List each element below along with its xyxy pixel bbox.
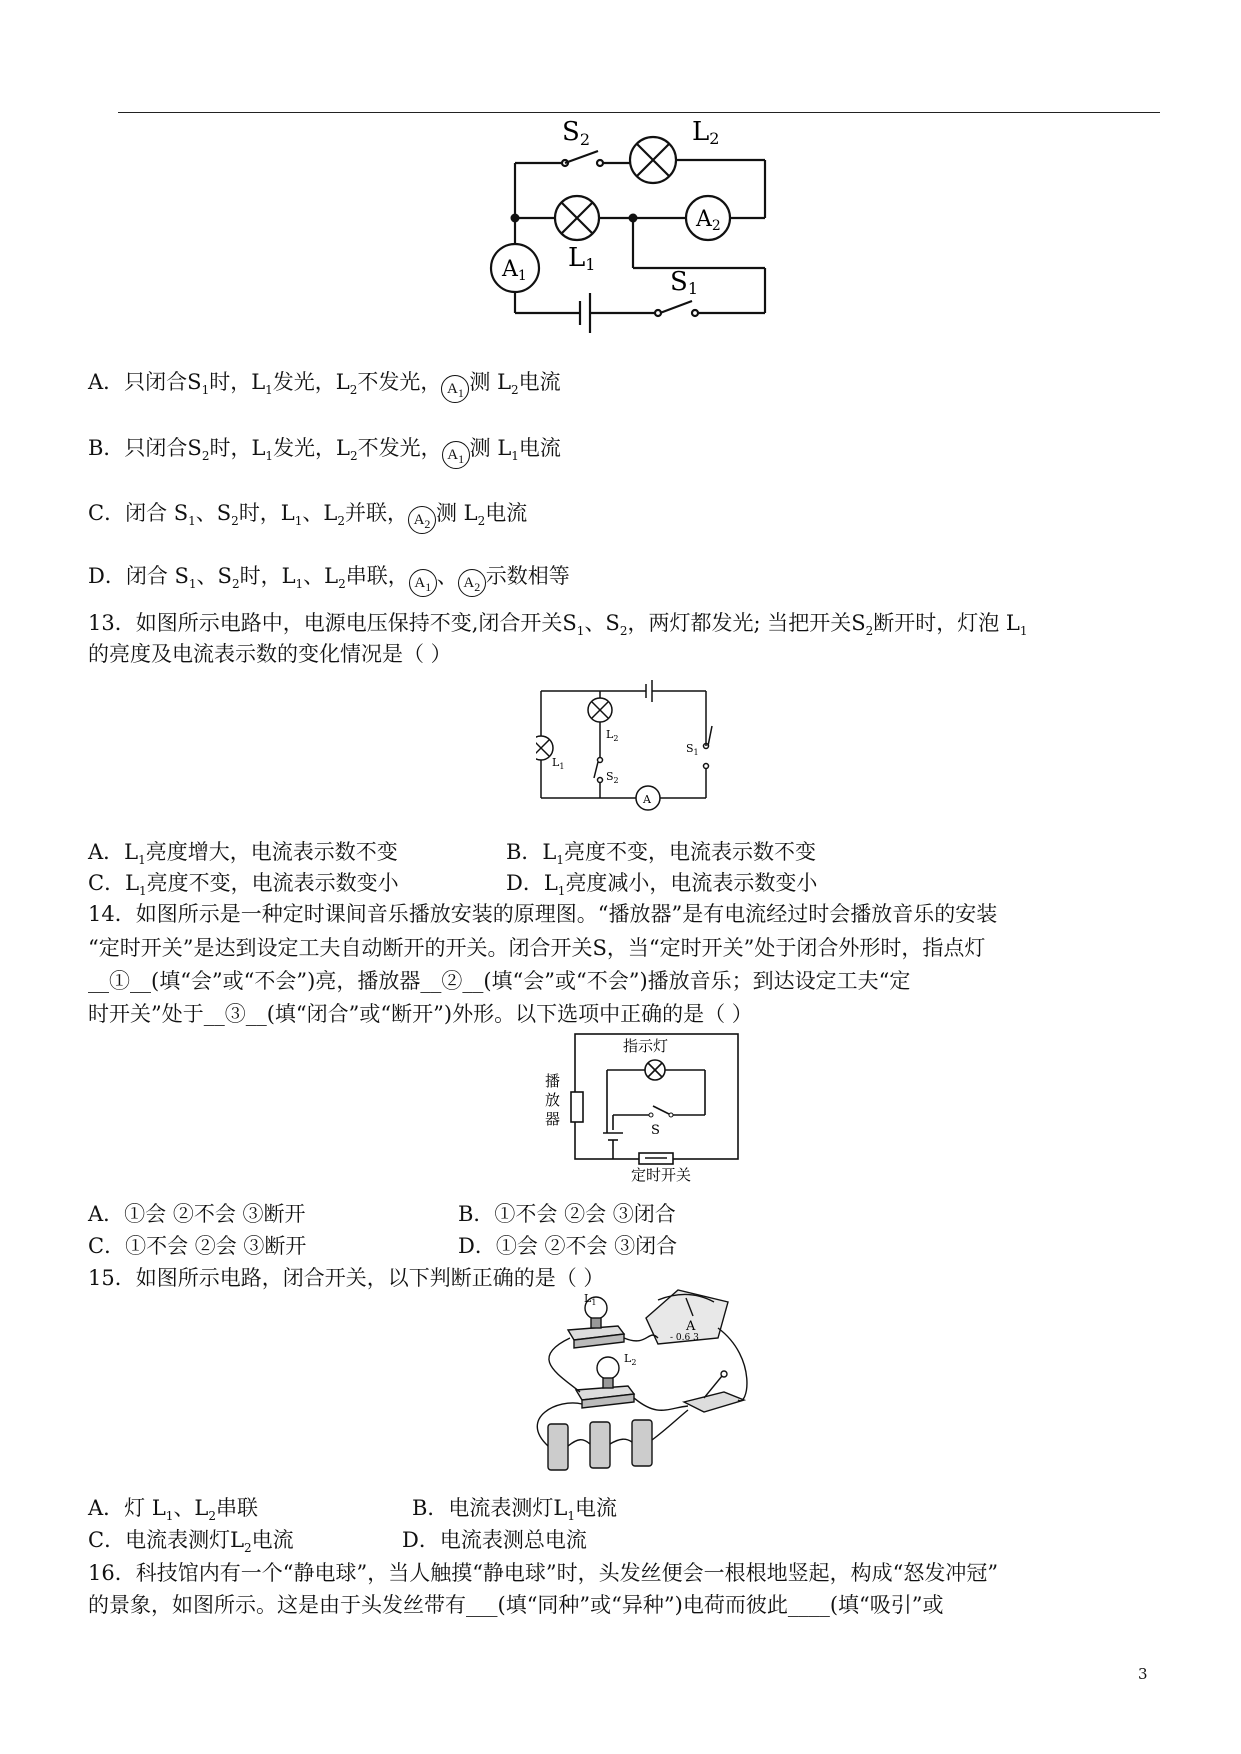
q13-option-d: D．$L_1$亮度减小，电流表示数变小 [506, 871, 818, 899]
label-l1: $L_1$ [552, 756, 565, 771]
label-l2: $L_2$ [624, 1352, 637, 1367]
page-number: 3 [1138, 1665, 1148, 1683]
physical-circuit-q15 [528, 1288, 768, 1476]
label-timer-switch: 定时开关 [631, 1166, 692, 1182]
circuit-diagram-q14 [545, 1030, 745, 1182]
label-ammeter: A [686, 1319, 696, 1334]
label-ammeter: A [643, 793, 651, 806]
label-switch-s: S [651, 1123, 660, 1138]
ammeter-a1-icon: $A_1$ [409, 569, 437, 597]
label-a1: A1 [502, 257, 527, 284]
q14-stem-line1: 14．如图所示是一种定时课间音乐播放安装的原理图。“播放器”是有电流经过时会播放音乐的安装 [88, 902, 998, 926]
q14-stem-line2: “定时开关”是达到设定工夫自动断开的开关。闭合开关S，当“定时开关”处于闭合外形时，指点灯 [88, 936, 986, 960]
ammeter-a1-icon: $A_1$ [442, 441, 470, 469]
circuit-diagram-q12 [440, 118, 780, 348]
ammeter-a2-icon: $A_2$ [408, 506, 436, 534]
circuit-diagram-q13 [536, 676, 716, 812]
ammeter-a2-icon: $A_2$ [458, 569, 486, 597]
q14-option-b: B．①不会 ②会 ③闭合 [458, 1202, 676, 1226]
label-a2: A2 [696, 207, 721, 234]
q13-option-c: C．$L_1$亮度不变，电流表示数变小 [88, 871, 399, 899]
q13-stem-line1: 13．如图所示电路中，电源电压保持不变,闭合开关$S_1$、$S_2$，两灯都发光; 当把开关$S_2$断开时，灯泡 $L_1$ [88, 611, 1028, 639]
q14-stem-line4: 时开关”处于__③__(填“闭合”或“断开”)外形。以下选项中正确的是（ ） [88, 1002, 753, 1026]
label-player-2: 放 [545, 1091, 561, 1109]
q13-stem-line2: 的亮度及电流表示数的变化情况是（ ） [88, 642, 452, 666]
q16-stem-line1: 16．科技馆内有一个“静电球”，当人触摸“静电球”时，头发丝便会一根根地竖起，构成“怒发冲冠” [88, 1561, 999, 1585]
label-l1: $L_1$ [584, 1292, 597, 1307]
label-l2: $L_2$ [606, 728, 619, 743]
label-s1: $S_1$ [686, 742, 699, 757]
q14-option-c: C．①不会 ②会 ③断开 [88, 1234, 307, 1258]
q15-stem: 15．如图所示电路，闭合开关，以下判断正确的是（ ） [88, 1266, 605, 1290]
label-l1: L1 [568, 243, 596, 274]
q13-option-a: A．$L_1$亮度增大，电流表示数不变 [88, 840, 398, 868]
header-rule [118, 112, 1160, 113]
q12-option-b: B．只闭合$S_2$时，$L_1$发光，$L_2$不发光， $A_1$ 测 $L_1$电流 [88, 432, 561, 469]
q15-option-d: D．电流表测总电流 [402, 1528, 587, 1552]
q12-option-a: A．只闭合$S_1$时，$L_1$发光，$L_2$不发光， $A_1$ 测 $L_2$电流 [88, 366, 561, 403]
label-s1: S1 [670, 267, 698, 298]
label-player-3: 器 [545, 1110, 561, 1128]
q15-option-a: A．灯 $L_1$、$L_2$串联 [88, 1496, 259, 1524]
label-indicator-lamp: 指示灯 [623, 1037, 669, 1055]
q14-option-a: A．①会 ②不会 ③断开 [88, 1202, 306, 1226]
q14-stem-line3: __①__(填“会”或“不会”)亮，播放器__②__(填“会”或“不会”)播放音乐；到达设定工夫“定 [88, 969, 911, 993]
ammeter-a1-icon: $A_1$ [441, 375, 469, 403]
q15-option-b: B．电流表测灯$L_1$电流 [412, 1496, 618, 1524]
label-s2: S2 [562, 118, 590, 149]
label-s2: $S_2$ [606, 770, 619, 785]
label-l2: L2 [692, 118, 720, 148]
q12-option-c: C．闭合 $S_1$、$S_2$时，$L_1$、$L_2$并联， $A_2$ 测 $L_2$电流 [88, 497, 527, 534]
q13-option-b: B．$L_1$亮度不变，电流表示数不变 [506, 840, 817, 868]
label-player-1: 播 [545, 1072, 561, 1090]
label-ammeter-scale: - 0.6 3 [670, 1333, 699, 1343]
q12-option-d: D．闭合 $S_1$、$S_2$时，$L_1$、$L_2$串联， $A_1$ 、 $A_2$ 示数相等 [88, 560, 570, 597]
q14-option-d: D．①会 ②不会 ③闭合 [458, 1234, 678, 1258]
q15-option-c: C．电流表测灯$L_2$电流 [88, 1528, 294, 1556]
q16-stem-line2: 的景象，如图所示。这是由于头发丝带有___(填“同种”或“异种”)电荷而彼此____(填“吸引”或 [88, 1593, 944, 1617]
